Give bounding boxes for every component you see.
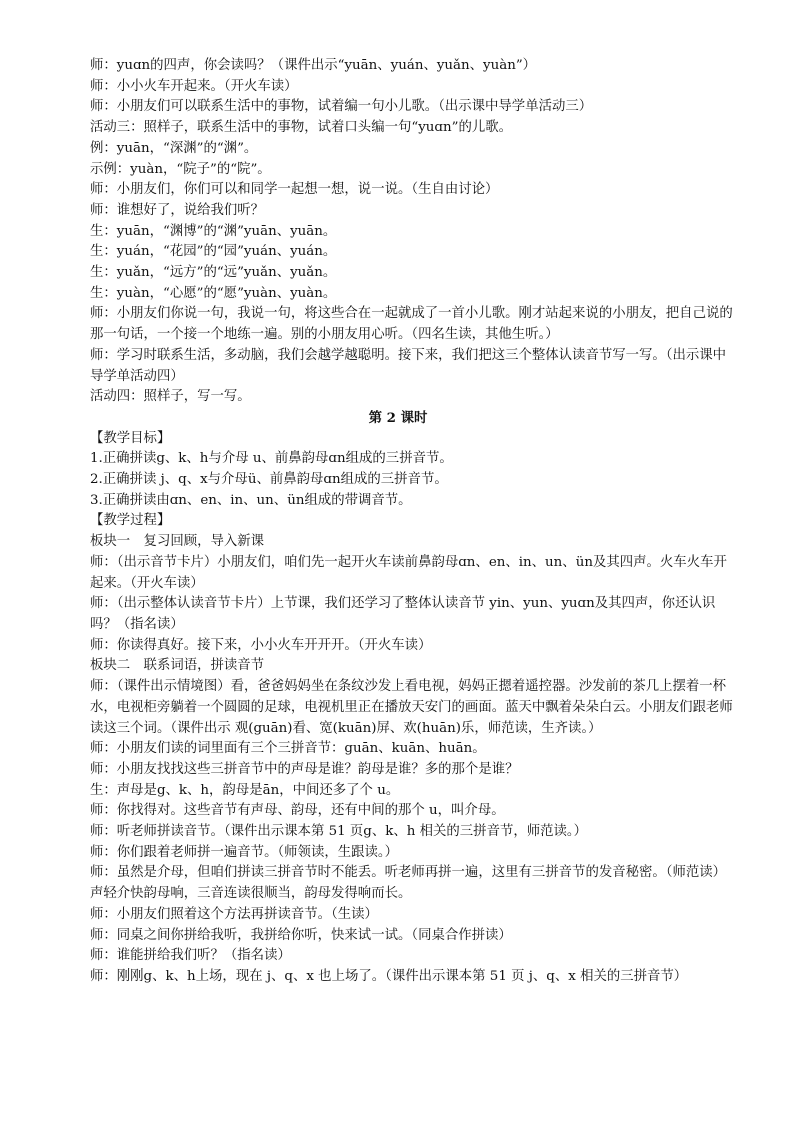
paragraph: 师：小朋友们读的词里面有三个三拼音节：guān、kuān、huān。 [90,741,486,757]
document-page [62,56,734,988]
paragraph: 师：（出示音节卡片）小朋友们，咱们先一起开火车读前鼻韵母ɑn、en、in、un、ün及其四声。火车火车开起来。（开火车读） [90,554,727,591]
text-line: 生：yuǎn，“远方”的“远”yuǎn、yuǎn。 [90,265,337,281]
text-line: 师：小小火车开起来。（开火车读） [90,78,298,94]
text-line: 师：小朋友们可以联系生活中的事物，试着编一句小儿歌。（出示课中导学单活动三） [90,99,593,115]
text-line: 活动四：照样子，写一写。 [90,389,251,405]
paragraph: 师：小朋友们你说一句，我说一句，将这些合在一起就成了一首小儿歌。刚才站起来说的小朋友，把自己说的那一句话，一个接一个地练一遍。别的小朋友用心听。（四名生读，其他生听。） [90,306,733,343]
paragraph: 师：（出示整体认读音节卡片）上节课，我们还学习了整体认读音节 yin、yun、yuɑn及其四声，你还认识吗？（指名读） [90,596,716,632]
text-line: 活动三：照样子，联系生活中的事物，试着口头编一句“yuɑn”的儿歌。 [90,120,513,136]
goal-item: 1.正确拼读g、k、h与介母 u、前鼻韵母ɑn组成的三拼音节。 [90,451,453,467]
paragraph: 师：谁能拼给我们听？（指名读） [90,948,291,964]
text-line: 师：小朋友们，你们可以和同学一起想一想，说一说。（生自由讨论） [90,182,499,198]
paragraph: 师：学习时联系生活，多动脑，我们会越学越聪明。接下来，我们把这三个整体认读音节写一写。（出示课中导学单活动四） [90,347,727,384]
heading-process: 【教学过程】 [90,513,171,529]
paragraph: 生：声母是g、k、h，韵母是ān，中间还多了个 u。 [90,782,400,798]
text-line: 生：yuān，“渊博”的“渊”yuān、yuān。 [90,223,337,239]
text-line: 例：yuān，“深渊”的“渊”。 [90,140,258,156]
paragraph: 师：虽然是介母，但咱们拼读三拼音节时不能丢。听老师再拼一遍，这里有三拼音节的发音秘密。（师范读） [90,865,727,881]
text-line: 示例：yuàn，“院子”的“院”。 [90,161,271,177]
paragraph: 师：（课件出示情境图）看，爸爸妈妈坐在条纹沙发上看电视，妈妈正摁着遥控器。沙发前的茶几上摆着一杯水，电视柜旁躺着一个圆圆的足球，电视机里正在播放天安门的画面。蓝天中飘着朵朵白云。小朋友们跟老师读这三个词。（课件出示 观(guān)看、宽(kuān)屏、欢(huān)乐，师范读，生齐读。） [90,679,733,736]
paragraph: 师：你读得真好。接下来，小小火车开开开。（开火车读） [90,637,432,653]
paragraph: 师：刚刚g、k、h上场，现在 j、q、x 也上场了。（课件出示课本第 51 页 j、q、x 相关的三拼音节） [90,968,688,984]
paragraph: 师：同桌之间你拼给我听，我拼给你听，快来试一试。（同桌合作拼读） [90,927,512,943]
block-title: 板块一 复习回顾，导入新课 [90,534,265,550]
text-line: 生：yuán，“花园”的“园”yuán、yuán。 [90,244,337,260]
paragraph: 师：你们跟着老师拼一遍音节。（师领读，生跟读。） [90,844,398,860]
text-line: 师：yuɑn的四声，你会读吗？（课件出示“yuān、yuán、yuǎn、yuàn”） [90,58,537,73]
paragraph: 师：听老师拼读音节。（课件出示课本第 51 页g、k、h 相关的三拼音节，师范读。） [90,824,587,840]
block-title: 板块二 联系词语，拼读音节 [90,658,265,674]
paragraph: 师：你找得对。这些音节有声母、韵母，还有中间的那个 u，叫介母。 [90,803,505,819]
section-title: 第 2 课时 [368,409,428,426]
goal-item: 2.正确拼读 j、q、x与介母ü、前鼻韵母ɑn组成的三拼音节。 [90,472,448,488]
paragraph: 师：小朋友找找这些三拼音节中的声母是谁？韵母是谁？多的那个是谁？ [90,761,519,777]
paragraph: 声轻介快韵母响，三音连读很顺当，韵母发得响而长。 [90,886,412,902]
paragraph: 师：小朋友们照着这个方法再拼读音节。（生读） [90,906,378,922]
text-line: 生：yuàn，“心愿”的“愿”yuàn、yuàn。 [90,285,337,301]
text-line: 师：谁想好了，说给我们听？ [90,202,265,218]
heading-goals: 【教学目标】 [90,430,171,446]
goal-item: 3.正确拼读由ɑn、en、in、un、ün组成的带调音节。 [90,492,412,508]
